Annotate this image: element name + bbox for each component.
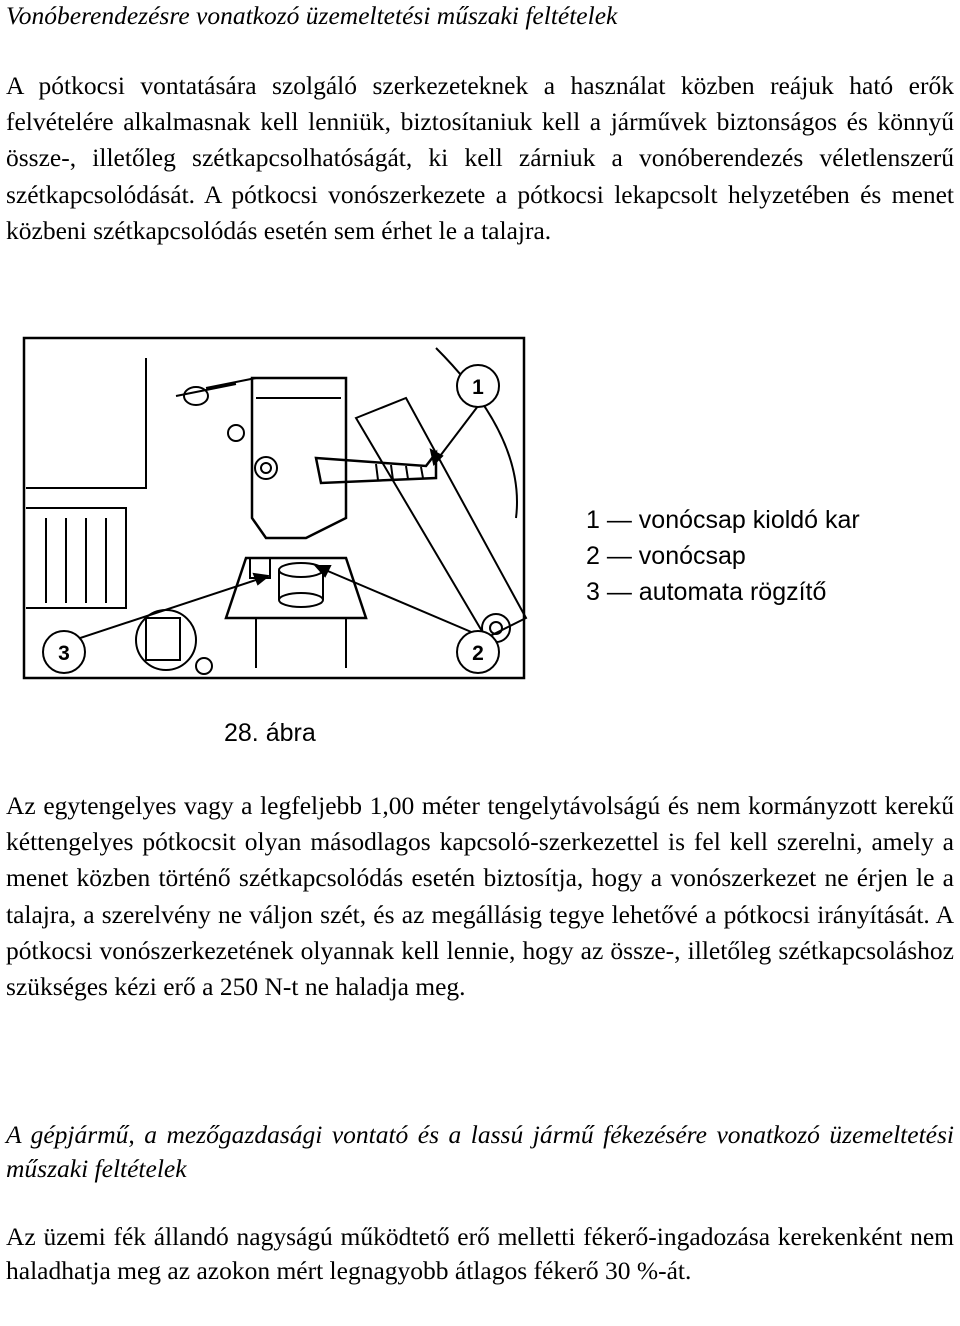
paragraph-brake-force: Az üzemi fék állandó nagyságú működtető erő melletti fékerő-ingadozása kerekenként nem haladhatja meg az azokon mért legnagyobb átlagos fékerő 30 %-át. [6, 1222, 954, 1285]
callout-1: 1 [472, 376, 484, 399]
figure-caption: 28. ábra [224, 719, 316, 747]
paragraph-secondary-coupling: Az egytengelyes vagy a legfeljebb 1,00 méter tengelytávolságú és nem kormányzott kerekű kéttengelyes pótkocsit olyan másodlagos kapcsoló-szerkezettel is fel kell szerelni, amely a menet közben történő szétkapcsolódás esetén biztosítja, hogy a vonószerkezet ne érjen le a talajra, a szerelvény ne váljon szét, és az megállásig tegye lehetővé a pótkocsi irányítását. A pótkocsi vonószerkezetének olyannak kell lennie, hogy az össze-, illetőleg szétkapcsoláshoz szükséges kézi erő a 250 N-t ne haladja meg. [6, 791, 954, 1002]
heading-brakes: A gépjármű, a mezőgazdasági vontató és a lassú jármű fékezésére vonatkozó üzemeltetési műszaki feltételek [6, 1120, 954, 1183]
legend-item-1: 1 — vonócsap kioldó kar [586, 506, 860, 534]
figure-drawbar [6, 318, 544, 716]
figure-legend [586, 502, 860, 610]
paragraph-drawbar-requirements: A pótkocsi vontatására szolgáló szerkezeteknek a használat közben reájuk ható erők felvételére alkalmasnak kell lenniük, biztosítaniuk kell a járművek biztonságos és könnyű össze-, illetőleg szétkapcsolhatóságát, ki kell zárniuk a vonóberendezés véletlenszerű szétkapcsolódását. A pótkocsi vonószerkezete a pótkocsi lekapcsolt helyzetében és menet közbeni szétkapcsolódás esetén sem érhet le a talajra. [6, 71, 954, 245]
heading-drawbar: Vonóberendezésre vonatkozó üzemeltetési műszaki feltételek [6, 1, 618, 30]
legend-item-3: 3 — automata rögzítő [586, 578, 827, 606]
callout-3: 3 [58, 642, 70, 665]
legend-item-2: 2 — vonócsap [586, 542, 746, 570]
callout-2: 2 [472, 642, 484, 665]
drawbar-illustration [6, 318, 544, 716]
